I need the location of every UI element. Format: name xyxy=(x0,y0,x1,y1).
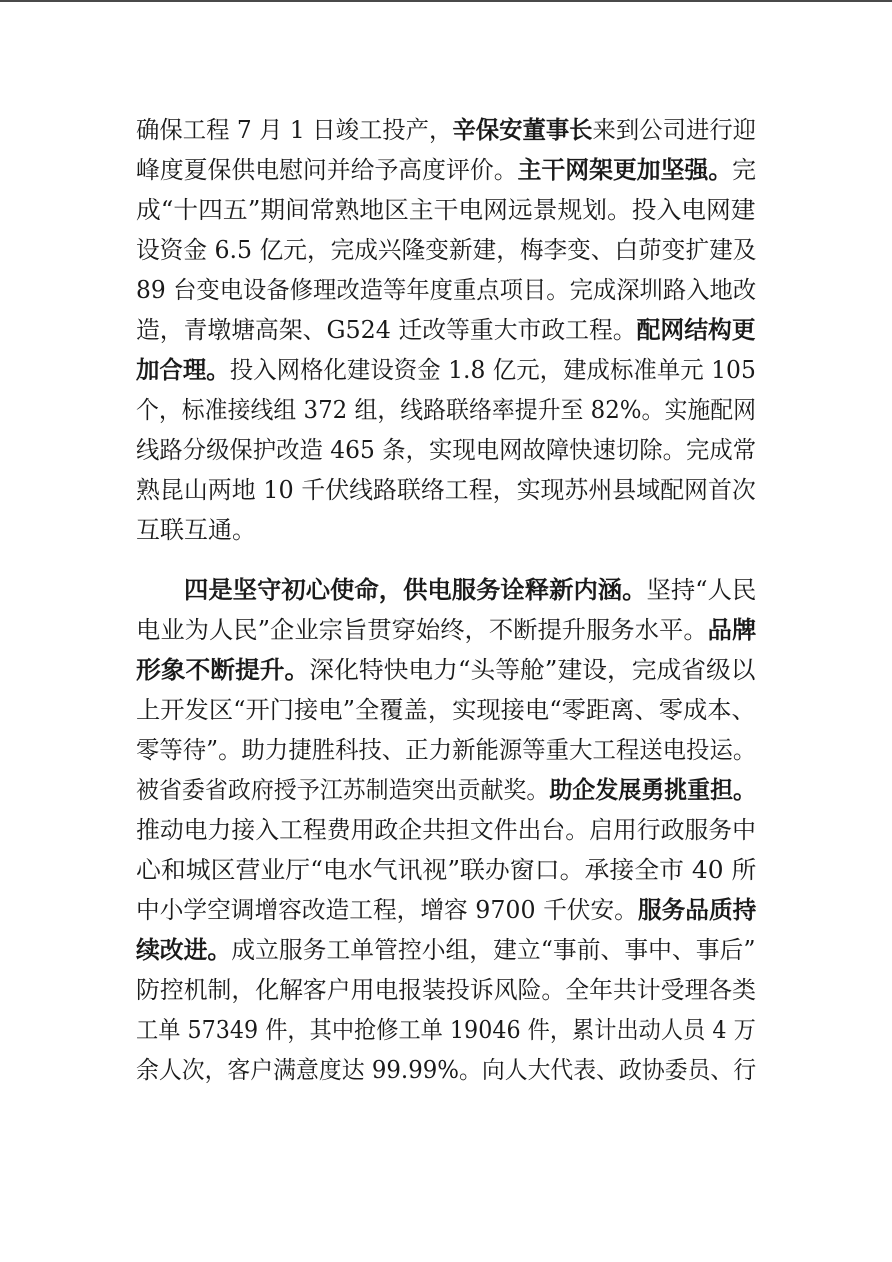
bold-heading-span: 形象不断提升。 xyxy=(136,656,310,684)
text-span: 中小学空调增容改造工程，增容 9700 千伏安。 xyxy=(136,896,638,924)
text-line xyxy=(136,650,756,690)
text-line xyxy=(136,430,756,470)
bold-heading-span: 主干网架更加坚强。 xyxy=(517,156,733,184)
text-line xyxy=(136,730,756,770)
text-line xyxy=(136,470,756,510)
text-span: 线路分级保护改造 465 条，实现电网故障快速切除。完成常 xyxy=(136,436,757,464)
bold-heading-span: 加合理。 xyxy=(136,356,230,384)
text-line xyxy=(184,570,756,610)
text-line xyxy=(136,110,756,150)
text-line xyxy=(136,1050,756,1090)
text-line xyxy=(136,850,756,890)
text-span: 余人次，客户满意度达 99.99%。向人大代表、政协委员、行 xyxy=(136,1056,757,1084)
text-line xyxy=(136,1010,756,1050)
text-line xyxy=(136,230,756,270)
top-border-line xyxy=(0,0,892,2)
bold-heading-span: 配网结构更 xyxy=(636,316,756,344)
text-line xyxy=(136,930,756,970)
text-span: 上开发区“开门接电”全覆盖，实现接电“零距离、零成本、 xyxy=(136,696,756,724)
bold-heading-span: 辛保安董事长 xyxy=(452,116,593,144)
text-line xyxy=(136,190,756,230)
text-span: 互联互通。 xyxy=(136,516,256,544)
text-span: 确保工程 7 月 1 日竣工投产， xyxy=(136,116,453,144)
bold-heading-span: 四是坚守初心使命，供电服务诠释新内涵。 xyxy=(184,576,647,604)
text-line xyxy=(136,150,756,190)
text-line xyxy=(136,350,756,390)
text-line xyxy=(136,810,756,850)
text-span: 工单 57349 件，其中抢修工单 19046 件，累计出动人员 4 万 xyxy=(136,1016,756,1044)
text-line xyxy=(136,770,756,810)
text-span: 造，青墩塘高架、G524 迁改等重大市政工程。 xyxy=(136,316,637,344)
bold-heading-span: 品牌 xyxy=(707,616,757,644)
bold-heading-span: 续改进。 xyxy=(136,936,232,964)
text-span: 完 xyxy=(732,156,757,184)
text-line xyxy=(136,390,756,430)
text-span: 推动电力接入工程费用政企共担文件出台。启用行政服务中 xyxy=(136,816,757,844)
bold-heading-span: 服务品质持 xyxy=(637,896,757,924)
text-span: 成立服务工单管控小组，建立“事前、事中、事后” xyxy=(231,936,756,964)
text-line xyxy=(136,310,756,350)
text-line xyxy=(136,270,756,310)
text-span: 电业为人民”企业宗旨贯穿始终，不断提升服务水平。 xyxy=(136,616,708,644)
text-span: 成“十四五”期间常熟地区主干电网远景规划。投入电网建 xyxy=(136,196,756,224)
text-span: 峰度夏保供电慰问并给予高度评价。 xyxy=(136,156,518,184)
text-span: 设资金 6.5 亿元，完成兴隆变新建，梅李变、白茆变扩建及 xyxy=(136,236,757,264)
text-span: 投入网格化建设资金 1.8 亿元，建成标准单元 105 xyxy=(229,356,756,384)
text-span: 心和城区营业厅“电水气讯视”联办窗口。承接全市 40 所 xyxy=(136,856,757,884)
text-line xyxy=(136,970,756,1010)
text-span: 89 台变电设备修理改造等年度重点项目。完成深圳路入地改 xyxy=(136,276,757,304)
text-span: 被省委省政府授予江苏制造突出贡献奖。 xyxy=(136,776,550,804)
text-span: 坚持“人民 xyxy=(646,576,757,604)
text-line xyxy=(136,510,256,550)
text-line xyxy=(136,610,756,650)
text-span: 零等待”。助力捷胜科技、正力新能源等重大工程送电投运。 xyxy=(136,736,757,764)
text-span: 个，标准接线组 372 组，线路联络率提升至 82%。实施配网 xyxy=(136,396,757,424)
text-span: 深化特快电力“头等舱”建设，完成省级以 xyxy=(309,656,756,684)
text-span: 来到公司进行迎 xyxy=(592,116,757,144)
text-line xyxy=(136,690,756,730)
text-span: 熟昆山两地 10 千伏线路联络工程，实现苏州县域配网首次 xyxy=(136,476,756,504)
text-line xyxy=(136,890,756,930)
bold-heading-span: 助企发展勇挑重担。 xyxy=(549,776,757,804)
text-span: 防控机制，化解客户用电报装投诉风险。全年共计受理各类 xyxy=(136,976,757,1004)
